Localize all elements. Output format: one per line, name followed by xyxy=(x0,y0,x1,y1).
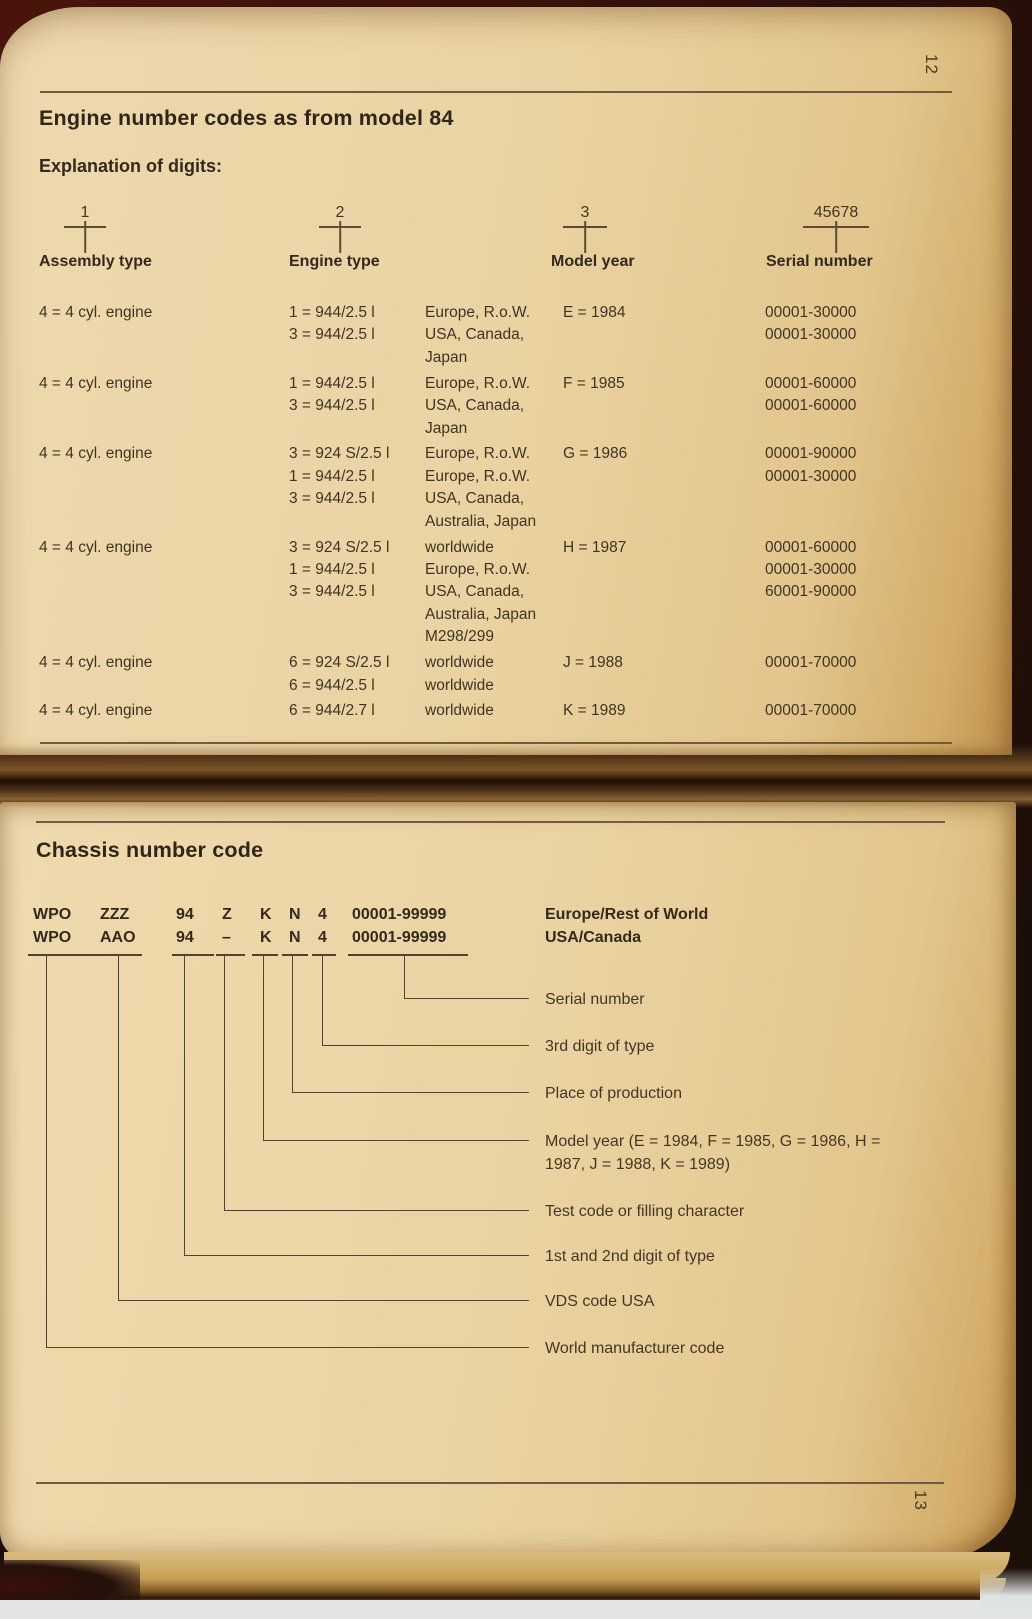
vin-segment: 4 xyxy=(318,929,327,946)
model-year-cell: G = 1986 xyxy=(563,445,628,463)
engine-code-cell xyxy=(289,347,425,369)
table-row xyxy=(39,324,960,346)
vin-segment: 00001-99999 xyxy=(352,929,447,946)
assembly-type-cell: 4 = 4 cyl. engine xyxy=(39,654,153,672)
page-number-12: 12 xyxy=(922,54,941,75)
table-row xyxy=(39,302,960,324)
vin-underline xyxy=(282,954,308,956)
model-year-cell xyxy=(563,604,765,626)
table-block xyxy=(39,700,960,722)
table-row xyxy=(39,488,960,510)
assembly-type-cell xyxy=(39,511,289,533)
legend-label: Serial number xyxy=(545,991,645,1008)
engine-region-cell: USA, Canada, xyxy=(425,583,525,601)
assembly-type-cell: 4 = 4 cyl. engine xyxy=(39,304,153,321)
engine-code-cell: 3 = 924 S/2.5 l xyxy=(289,445,390,463)
engine-code-cell: 6 = 944/2.5 l xyxy=(289,676,375,694)
assembly-type-cell xyxy=(39,347,289,369)
legend-label: 3rd digit of type xyxy=(545,1038,655,1055)
bottom-rule-page12 xyxy=(40,742,952,744)
model-year-cell xyxy=(563,559,765,581)
digit-label: 1 xyxy=(80,204,90,221)
engine-region-cell: Australia, Japan xyxy=(425,605,537,623)
bottom-rule-page13 xyxy=(36,1482,944,1484)
vin-segment: K xyxy=(260,906,272,923)
legend-label: Test code or filling character xyxy=(545,1203,745,1220)
page-edge-stack-dark xyxy=(8,1578,1006,1600)
legend-label: Model year (E = 1984, F = 1985, G = 1986, H = 1987, J = 1988, K = 1989) xyxy=(545,1133,881,1173)
vin-market-label: Europe/Rest of World xyxy=(545,906,709,923)
model-year-cell: H = 1987 xyxy=(563,538,627,556)
chassis-title: Chassis number code xyxy=(36,838,264,862)
engine-region-cell: worldwide xyxy=(425,676,494,694)
engine-code-cell xyxy=(289,626,425,648)
serial-number-cell: 60001-90000 xyxy=(765,583,857,601)
legend-label: World manufacturer code xyxy=(545,1340,725,1357)
assembly-type-cell xyxy=(39,488,289,510)
serial-number-cell xyxy=(765,347,960,369)
serial-number-cell: 00001-30000 xyxy=(765,467,857,485)
assembly-type-cell xyxy=(39,626,289,648)
assembly-type-cell xyxy=(39,324,289,346)
assembly-type-cell xyxy=(39,604,289,626)
page-number-13: 13 xyxy=(911,1490,930,1511)
engine-code-cell: 1 = 944/2.5 l xyxy=(289,304,375,321)
vin-segment: Z xyxy=(222,906,232,923)
engine-code-table xyxy=(39,302,960,726)
legend-label: 1st and 2nd digit of type xyxy=(545,1248,715,1265)
table-row xyxy=(39,511,960,533)
engine-code-cell: 3 = 944/2.5 l xyxy=(289,490,375,508)
table-block xyxy=(39,302,960,369)
table-row xyxy=(39,604,960,626)
engine-code-cell xyxy=(289,511,425,533)
model-year-cell xyxy=(563,324,765,346)
model-year-cell: J = 1988 xyxy=(563,654,623,672)
assembly-type-cell: 4 = 4 cyl. engine xyxy=(39,445,153,463)
assembly-type-cell: 4 = 4 cyl. engine xyxy=(39,374,153,392)
table-row xyxy=(39,466,960,488)
engine-region-cell: Europe, R.o.W. xyxy=(425,374,531,392)
vin-segment: 94 xyxy=(176,906,194,923)
legend-label: Place of production xyxy=(545,1085,682,1102)
legend-connector-line xyxy=(46,956,529,1348)
vin-segment: AAO xyxy=(100,929,136,946)
table-row xyxy=(39,418,960,440)
serial-number-cell xyxy=(765,488,960,510)
vin-underline xyxy=(216,954,245,956)
table-row xyxy=(39,347,960,369)
table-row xyxy=(39,443,960,465)
marker-tick-vertical xyxy=(584,221,586,253)
marker-tick-vertical xyxy=(84,221,86,253)
serial-number-cell: 00001-30000 xyxy=(765,304,857,321)
serial-number-cell xyxy=(765,418,960,440)
model-year-cell: F = 1985 xyxy=(563,374,625,392)
vin-segment: N xyxy=(289,906,301,923)
vin-segment: – xyxy=(222,929,231,946)
table-row xyxy=(39,700,960,722)
digit-label: 2 xyxy=(335,204,345,221)
table-block xyxy=(39,443,960,533)
model-year-cell xyxy=(563,395,765,417)
section-subtitle: Explanation of digits: xyxy=(39,156,222,176)
marker-tick-vertical xyxy=(835,221,837,253)
engine-region-cell: USA, Canada, xyxy=(425,326,525,344)
table-row xyxy=(39,373,960,395)
model-year-cell xyxy=(563,488,765,510)
assembly-type-cell xyxy=(39,581,289,603)
table-row xyxy=(39,537,960,559)
engine-code-cell xyxy=(289,418,425,440)
model-year-cell: K = 1989 xyxy=(563,702,626,720)
serial-number-cell: 00001-30000 xyxy=(765,560,857,578)
vin-segment: 4 xyxy=(318,906,327,923)
vin-market-label: USA/Canada xyxy=(545,929,642,946)
table-row xyxy=(39,675,960,697)
serial-number-cell: 00001-30000 xyxy=(765,326,857,344)
serial-number-cell: 00001-60000 xyxy=(765,397,857,415)
model-year-cell xyxy=(563,466,765,488)
column-header: Serial number xyxy=(766,253,873,270)
top-rule-page13 xyxy=(36,821,945,823)
vin-underline xyxy=(28,954,98,956)
digit-label: 3 xyxy=(580,204,590,221)
serial-number-cell: 00001-70000 xyxy=(765,654,857,672)
serial-number-cell: 00001-60000 xyxy=(765,538,857,556)
assembly-type-cell xyxy=(39,675,289,697)
assembly-type-cell: 4 = 4 cyl. engine xyxy=(39,702,153,720)
engine-region-cell: worldwide xyxy=(425,538,494,556)
engine-code-cell: 1 = 944/2.5 l xyxy=(289,374,375,392)
assembly-type-cell: 4 = 4 cyl. engine xyxy=(39,538,153,556)
vin-underline xyxy=(312,954,336,956)
engine-code-cell: 3 = 944/2.5 l xyxy=(289,583,375,601)
vin-underline xyxy=(172,954,214,956)
model-year-cell xyxy=(563,418,765,440)
legend-label: VDS code USA xyxy=(545,1293,655,1310)
engine-code-cell: 3 = 924 S/2.5 l xyxy=(289,538,390,556)
table-row xyxy=(39,395,960,417)
vin-underline xyxy=(348,954,468,956)
serial-number-cell xyxy=(765,626,960,648)
table-block xyxy=(39,652,960,697)
model-year-cell xyxy=(563,675,765,697)
vin-segment: 00001-99999 xyxy=(352,906,447,923)
vin-segment: K xyxy=(260,929,272,946)
marker-tick-vertical xyxy=(339,221,341,253)
engine-code-cell: 1 = 944/2.5 l xyxy=(289,560,375,578)
model-year-cell xyxy=(563,626,765,648)
column-header: Model year xyxy=(551,253,635,270)
assembly-type-cell xyxy=(39,466,289,488)
vin-segment: 94 xyxy=(176,929,194,946)
model-year-cell xyxy=(563,581,765,603)
engine-region-cell: Australia, Japan xyxy=(425,512,537,530)
book-cover-edge xyxy=(0,1560,140,1604)
table-block xyxy=(39,373,960,440)
vin-segment: WPO xyxy=(33,906,72,923)
table-block xyxy=(39,537,960,649)
vin-segment: N xyxy=(289,929,301,946)
engine-region-cell: Europe, R.o.W. xyxy=(425,560,531,578)
model-year-cell: E = 1984 xyxy=(563,304,626,321)
table-row xyxy=(39,626,960,648)
engine-region-cell: Europe, R.o.W. xyxy=(425,467,531,485)
assembly-type-cell xyxy=(39,395,289,417)
vin-segment: WPO xyxy=(33,929,72,946)
engine-region-cell: M298/299 xyxy=(425,628,494,646)
engine-code-cell: 3 = 944/2.5 l xyxy=(289,397,375,415)
column-header: Engine type xyxy=(289,253,380,270)
engine-region-cell: USA, Canada, xyxy=(425,397,525,415)
engine-region-cell: worldwide xyxy=(425,702,494,720)
table-row xyxy=(39,559,960,581)
table-row xyxy=(39,652,960,674)
vin-underline xyxy=(252,954,278,956)
engine-region-cell: USA, Canada, xyxy=(425,490,525,508)
page-title: Engine number codes as from model 84 xyxy=(39,106,454,130)
table-row xyxy=(39,581,960,603)
serial-number-cell: 00001-70000 xyxy=(765,702,857,720)
engine-region-cell: Japan xyxy=(425,348,468,366)
column-header: Assembly type xyxy=(39,253,152,270)
table-surface-corner xyxy=(980,1568,1032,1608)
serial-number-cell xyxy=(765,675,960,697)
model-year-cell xyxy=(563,511,765,533)
serial-number-cell xyxy=(765,604,960,626)
engine-code-cell: 3 = 944/2.5 l xyxy=(289,326,375,344)
model-year-cell xyxy=(563,347,765,369)
engine-code-cell: 6 = 924 S/2.5 l xyxy=(289,654,390,672)
engine-region-cell: Japan xyxy=(425,419,468,437)
table-surface xyxy=(0,1600,1032,1619)
assembly-type-cell xyxy=(39,559,289,581)
engine-region-cell: Europe, R.o.W. xyxy=(425,445,531,463)
serial-number-cell: 00001-90000 xyxy=(765,445,857,463)
digit-label: 45678 xyxy=(813,204,859,221)
vin-segment: ZZZ xyxy=(100,906,130,923)
assembly-type-cell xyxy=(39,418,289,440)
engine-region-cell: worldwide xyxy=(425,654,494,672)
engine-region-cell: Europe, R.o.W. xyxy=(425,304,531,321)
engine-code-cell: 6 = 944/2.7 l xyxy=(289,702,375,720)
page-gutter-shadow xyxy=(0,744,1032,808)
top-rule xyxy=(40,91,952,93)
vin-underline xyxy=(96,954,142,956)
serial-number-cell: 00001-60000 xyxy=(765,374,857,392)
engine-code-cell: 1 = 944/2.5 l xyxy=(289,467,375,485)
serial-number-cell xyxy=(765,511,960,533)
engine-code-cell xyxy=(289,604,425,626)
